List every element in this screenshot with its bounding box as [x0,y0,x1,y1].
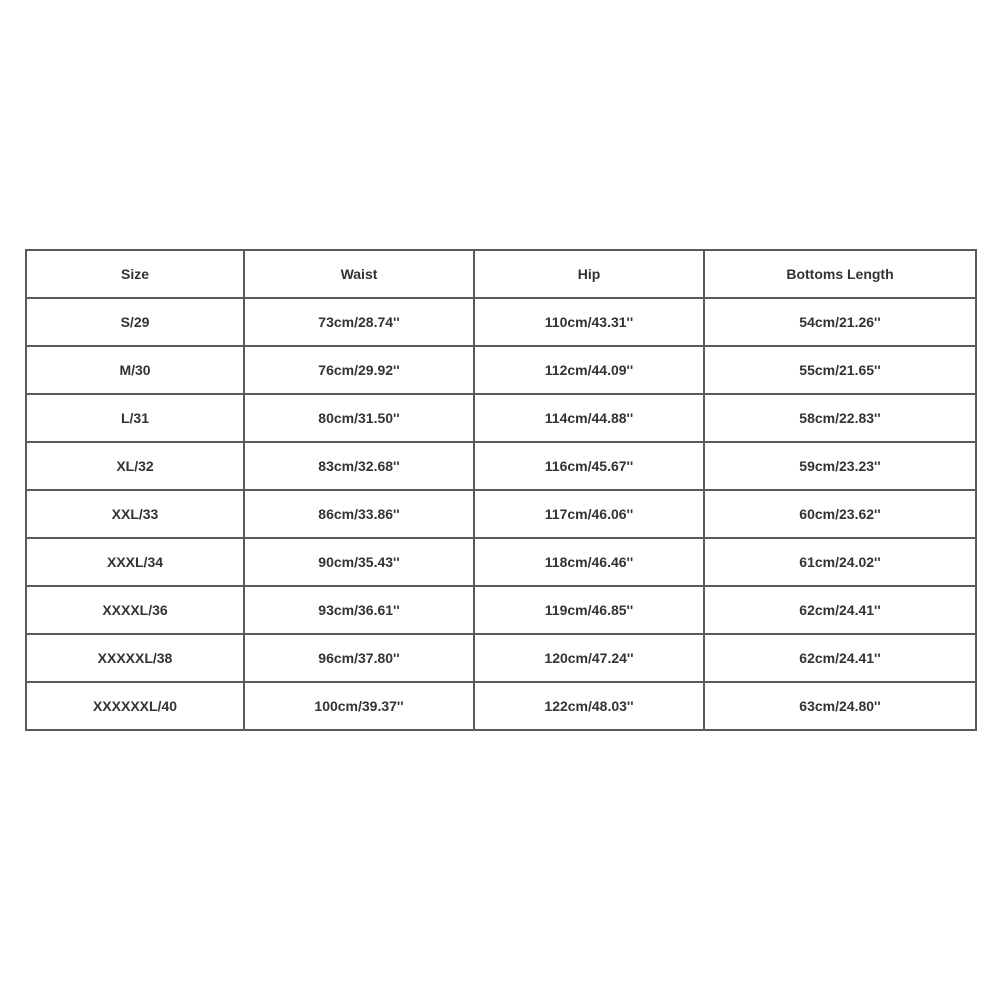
size-cell: M/30 [26,346,244,394]
waist-cell: 76cm/29.92'' [244,346,474,394]
header-waist: Waist [244,250,474,298]
hip-cell: 112cm/44.09'' [474,346,704,394]
waist-cell: 83cm/32.68'' [244,442,474,490]
bottoms-length-cell: 54cm/21.26'' [704,298,976,346]
bottoms-length-cell: 55cm/21.65'' [704,346,976,394]
header-size: Size [26,250,244,298]
waist-cell: 86cm/33.86'' [244,490,474,538]
bottoms-length-cell: 61cm/24.02'' [704,538,976,586]
table-row [26,394,976,442]
waist-cell: 90cm/35.43'' [244,538,474,586]
table-row [26,538,976,586]
size-chart-table [25,249,977,731]
waist-cell: 100cm/39.37'' [244,682,474,730]
hip-cell: 114cm/44.88'' [474,394,704,442]
bottoms-length-cell: 63cm/24.80'' [704,682,976,730]
bottoms-length-cell: 58cm/22.83'' [704,394,976,442]
hip-cell: 119cm/46.85'' [474,586,704,634]
hip-cell: 120cm/47.24'' [474,634,704,682]
header-hip: Hip [474,250,704,298]
header-row [26,250,976,298]
size-cell: S/29 [26,298,244,346]
table-row [26,634,976,682]
bottoms-length-cell: 59cm/23.23'' [704,442,976,490]
size-cell: XXXXXL/38 [26,634,244,682]
waist-cell: 80cm/31.50'' [244,394,474,442]
waist-cell: 73cm/28.74'' [244,298,474,346]
hip-cell: 117cm/46.06'' [474,490,704,538]
waist-cell: 93cm/36.61'' [244,586,474,634]
hip-cell: 116cm/45.67'' [474,442,704,490]
table-row [26,490,976,538]
size-cell: XXL/33 [26,490,244,538]
size-cell: XL/32 [26,442,244,490]
table-row [26,682,976,730]
size-cell: XXXXXXL/40 [26,682,244,730]
size-cell: XXXXL/36 [26,586,244,634]
table-row [26,346,976,394]
size-cell: L/31 [26,394,244,442]
table-row [26,298,976,346]
bottoms-length-cell: 62cm/24.41'' [704,634,976,682]
hip-cell: 122cm/48.03'' [474,682,704,730]
hip-cell: 118cm/46.46'' [474,538,704,586]
bottoms-length-cell: 60cm/23.62'' [704,490,976,538]
bottoms-length-cell: 62cm/24.41'' [704,586,976,634]
hip-cell: 110cm/43.31'' [474,298,704,346]
table-row [26,442,976,490]
waist-cell: 96cm/37.80'' [244,634,474,682]
size-cell: XXXL/34 [26,538,244,586]
header-bottoms-length: Bottoms Length [704,250,976,298]
table-row [26,586,976,634]
